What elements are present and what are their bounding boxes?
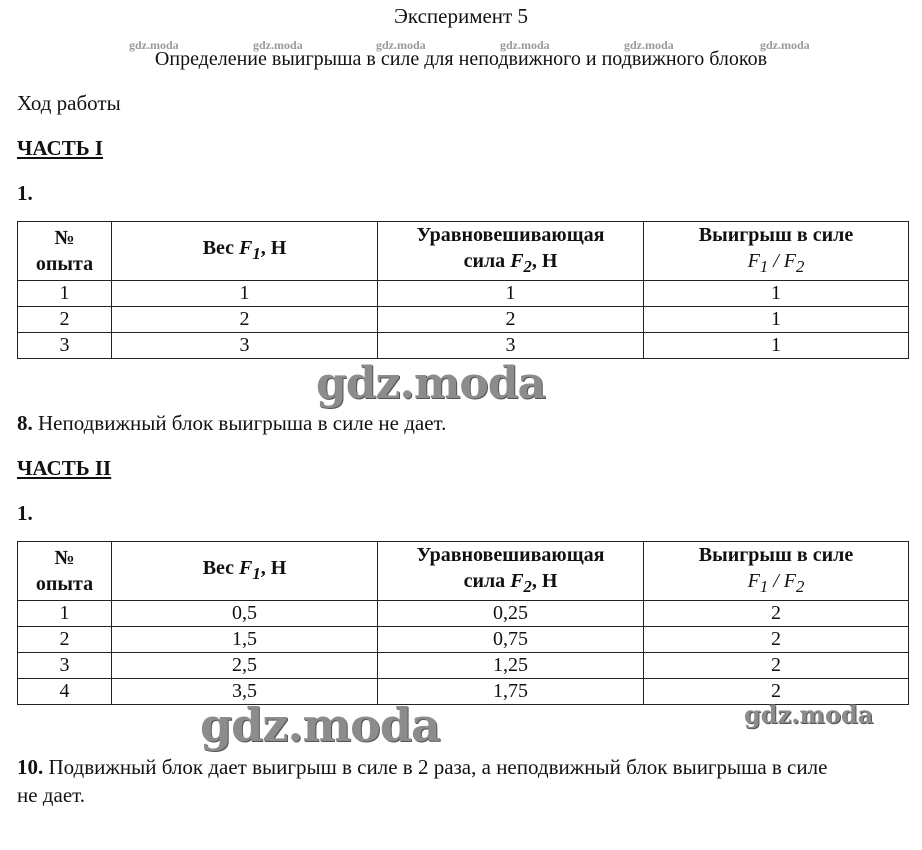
part1-step: 1.	[17, 181, 33, 205]
header-balancing-force: Уравновешивающая сила $F_2$, Н	[378, 542, 644, 601]
table-row	[18, 627, 909, 653]
table-cell: 2	[18, 307, 112, 333]
table-cell: 3,5	[112, 679, 378, 705]
table-cell: 1	[18, 281, 112, 307]
header-experiment-number: № опыта	[18, 222, 112, 281]
table-cell: 3	[378, 333, 644, 359]
table-row	[18, 653, 909, 679]
table-cell: 1	[644, 281, 909, 307]
table-cell: 2	[378, 307, 644, 333]
table-row	[18, 601, 909, 627]
watermark-medium: gdz.moda	[744, 700, 874, 729]
header-experiment-number: № опыта	[18, 542, 112, 601]
table-cell: 2	[18, 627, 112, 653]
table-cell: 1,25	[378, 653, 644, 679]
table-cell: 2	[644, 653, 909, 679]
conclusion-number: 8.	[17, 411, 33, 435]
table-cell: 0,5	[112, 601, 378, 627]
part2-conclusion	[17, 753, 827, 809]
table-cell: 0,75	[378, 627, 644, 653]
table-cell: 1	[18, 601, 112, 627]
watermark: gdz.moda	[500, 38, 550, 52]
part1-heading: ЧАСТЬ I	[17, 136, 104, 160]
table-cell: 2,5	[112, 653, 378, 679]
table-cell: 1	[378, 281, 644, 307]
table-cell: 4	[18, 679, 112, 705]
watermark: gdz.moda	[376, 38, 426, 52]
table-row	[18, 307, 909, 333]
header-weight: Вес $F_1$, Н	[112, 542, 378, 601]
watermark-large: gdz.moda	[316, 358, 546, 409]
table-cell: 2	[644, 601, 909, 627]
table-row	[18, 333, 909, 359]
part2-step: 1.	[17, 501, 33, 525]
conclusion-text: Подвижный блок дает выигрыш в силе в 2 раза, а неподвижный блок выигрыша в силе	[43, 755, 828, 779]
table-cell: 2	[112, 307, 378, 333]
table-row	[18, 281, 909, 307]
header-balancing-force: Уравновешивающая сила $F_2$, Н	[378, 222, 644, 281]
watermark: gdz.moda	[760, 38, 810, 52]
part2-heading: ЧАСТЬ II	[17, 456, 112, 480]
table-cell: 3	[18, 653, 112, 679]
table-header-row	[18, 222, 909, 281]
header-mechanical-advantage: Выигрыш в силе $F_1 / F_2$	[644, 542, 909, 601]
page-subtitle: Определение выигрыша в силе для неподвижного и подвижного блоков	[154, 48, 768, 70]
watermark: gdz.moda	[129, 38, 179, 52]
table-cell: 0,25	[378, 601, 644, 627]
watermark-large: gdz.moda	[200, 698, 440, 752]
table-cell: 1	[644, 333, 909, 359]
workflow-label: Ход работы	[17, 91, 121, 115]
page-title: Эксперимент 5	[394, 4, 528, 28]
conclusion-text: Неподвижный блок выигрыша в силе не дает.	[32, 411, 447, 435]
conclusion-text-continued: не дает.	[17, 783, 85, 807]
table-cell: 3	[112, 333, 378, 359]
watermark: gdz.moda	[624, 38, 674, 52]
table-cell: 1	[644, 307, 909, 333]
conclusion-number: 10.	[17, 755, 44, 779]
table-cell: 1,5	[112, 627, 378, 653]
table-cell: 1,75	[378, 679, 644, 705]
part2-table	[17, 541, 909, 705]
part1-conclusion	[17, 409, 446, 437]
table-header-row	[18, 542, 909, 601]
header-mechanical-advantage: Выигрыш в силе $F_1 / F_2$	[644, 222, 909, 281]
table-cell: 2	[644, 627, 909, 653]
table-cell: 3	[18, 333, 112, 359]
part1-table	[17, 221, 909, 359]
watermark: gdz.moda	[253, 38, 303, 52]
table-cell: 2	[644, 679, 909, 705]
table-cell: 1	[112, 281, 378, 307]
header-weight: Вес $F_1$, Н	[112, 222, 378, 281]
